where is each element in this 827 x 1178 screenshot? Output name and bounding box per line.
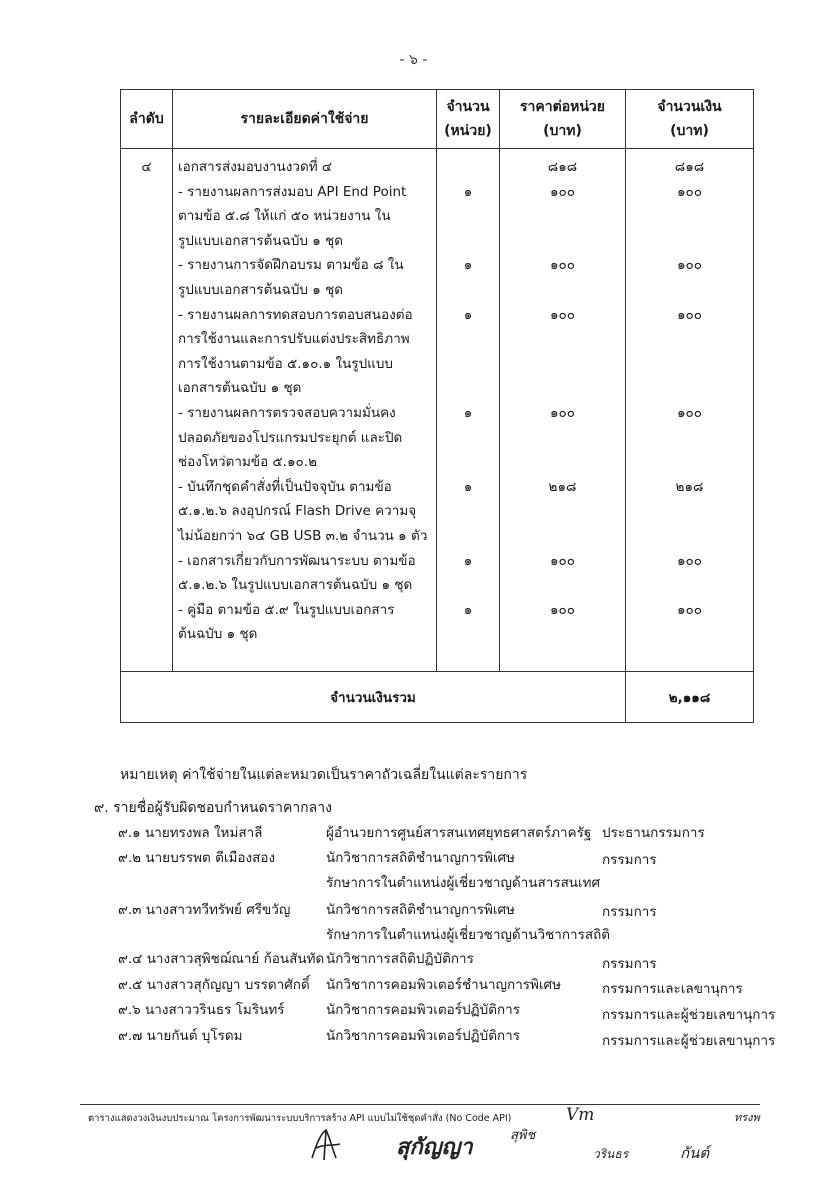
member-position: นักวิชาการคอมพิวเตอร์ปฏิบัติการ — [326, 1002, 520, 1018]
member-name: ๙.๖ นางสาววรินธร โมรินทร์ — [118, 1002, 285, 1018]
member-position: นักวิชาการสถิติปฏิบัติการ — [326, 951, 474, 967]
signature: สุพิช — [510, 1128, 536, 1143]
item-amount: ๑๐๐ — [626, 549, 754, 598]
item-unit-price: ๑๐๐ — [500, 549, 626, 598]
item-amount: ๑๐๐ — [626, 598, 754, 647]
signature: Vm — [566, 1105, 595, 1125]
group-title: เอกสารส่งมอบงานงวดที่ ๔ — [173, 149, 437, 180]
member-position: นักวิชาการคอมพิวเตอร์ปฏิบัติการ — [326, 1028, 520, 1044]
table-row — [121, 598, 754, 647]
item-qty: ๑ — [437, 598, 500, 647]
item-unit-price: ๑๐๐ — [500, 253, 626, 302]
signature: สุกัญญา — [396, 1134, 473, 1160]
table-row — [121, 303, 754, 401]
member-name: ๙.๑ นายทรงพล ใหม่สาลี — [118, 825, 263, 841]
page-number: - ๖ - — [399, 52, 428, 68]
member-name: ๙.๒ นายบรรพต ตีเมืองสอง — [118, 850, 276, 866]
item-qty: ๑ — [437, 253, 500, 302]
member-position: นักวิชาการคอมพิวเตอร์ชำนาญการพิเศษ — [326, 977, 562, 993]
signature: กันต์ — [680, 1144, 710, 1162]
total-value: ๒,๑๑๘ — [626, 671, 754, 722]
item-qty: ๑ — [437, 475, 500, 549]
member-name: ๙.๕ นางสาวสุกัญญา บรรดาศักดิ์ — [118, 977, 310, 993]
member-position: ผู้อำนวยการศูนย์สารสนเทศยุทธศาสตร์ภาครัฐ — [326, 825, 592, 841]
member-role: กรรมการและเลขานุการ — [602, 981, 743, 997]
footer-divider — [80, 1104, 760, 1105]
member-role: กรรมการและผู้ช่วยเลขานุการ — [602, 1033, 776, 1049]
table-row — [121, 180, 754, 254]
item-detail: - รายงานผลการทดสอบการตอบสนองต่อ การใช้งานและการปรับแต่งประสิทธิภาพ การใช้งานตามข้อ ๕.๑๐.๑ ในรูปแบบ เอกสารต้นฉบับ ๑ ชุด — [173, 303, 437, 401]
item-unit-price: ๑๐๐ — [500, 303, 626, 401]
group-no: ๔ — [121, 149, 173, 180]
item-qty: ๑ — [437, 180, 500, 254]
group-row — [121, 149, 754, 180]
member-role: กรรมการ — [602, 956, 657, 972]
total-row — [121, 671, 754, 722]
page-initial: ทรงพ — [734, 1111, 760, 1124]
member-position-acting: รักษาการในตำแหน่งผู้เชี่ยวชาญด้านวิชาการสถิติ — [326, 927, 611, 943]
item-amount: ๑๐๐ — [626, 303, 754, 401]
header-qty: จำนวน (หน่วย) — [437, 90, 500, 149]
item-unit-price: ๑๐๐ — [500, 401, 626, 475]
item-amount: ๑๐๐ — [626, 401, 754, 475]
remark: หมายเหตุ ค่าใช้จ่ายในแต่ละหมวดเป็นราคาถัวเฉลี่ยในแต่ละรายการ — [120, 767, 528, 783]
group-unit-price: ๘๑๘ — [500, 149, 626, 180]
total-label: จำนวนเงินรวม — [121, 671, 626, 722]
member-position: นักวิชาการสถิติชำนาญการพิเศษ — [326, 902, 515, 918]
item-amount: ๒๑๘ — [626, 475, 754, 549]
member-name: ๙.๗ นายกันต์ บุโรดม — [118, 1028, 243, 1044]
item-unit-price: ๑๐๐ — [500, 180, 626, 254]
table-row — [121, 475, 754, 549]
table-row — [121, 549, 754, 598]
item-amount: ๑๐๐ — [626, 253, 754, 302]
member-position-acting: รักษาการในตำแหน่งผู้เชี่ยวชาญด้านสารสนเทศ — [326, 875, 601, 891]
item-qty: ๑ — [437, 549, 500, 598]
item-detail: - รายงานการจัดฝึกอบรม ตามข้อ ๘ ใน รูปแบบเอกสารต้นฉบับ ๑ ชุด — [173, 253, 437, 302]
member-role: กรรมการ — [602, 904, 657, 920]
item-detail: - รายงานผลการตรวจสอบความมั่นคง ปลอดภัยของโปรแกรมประยุกต์ และปิด ช่องโหว่ตามข้อ ๕.๑๐.๒ — [173, 401, 437, 475]
footer-text: ตารางแสดงวงเงินงบประมาณ โครงการพัฒนาระบบบริการสร้าง API แบบไม่ใช้ชุดคำสั่ง (No Code API) — [88, 1113, 512, 1124]
header-unit-price: ราคาต่อหน่วย (บาท) — [500, 90, 626, 149]
member-position: นักวิชาการสถิติชำนาญการพิเศษ — [326, 850, 515, 866]
item-unit-price: ๒๑๘ — [500, 475, 626, 549]
item-amount: ๑๐๐ — [626, 180, 754, 254]
item-detail: - เอกสารเกี่ยวกับการพัฒนาระบบ ตามข้อ ๕.๑.๒.๖ ในรูปแบบเอกสารต้นฉบับ ๑ ชุด — [173, 549, 437, 598]
table-header-row — [121, 90, 754, 149]
member-role: ประธานกรรมการ — [602, 825, 705, 841]
table-row — [121, 401, 754, 475]
header-detail: รายละเอียดค่าใช้จ่าย — [173, 90, 437, 149]
committee-heading: ๙. รายชื่อผู้รับผิดชอบกำหนดราคากลาง — [94, 800, 332, 816]
signature: วรินธร — [593, 1147, 629, 1161]
member-role: กรรมการและผู้ช่วยเลขานุการ — [602, 1007, 776, 1023]
item-qty: ๑ — [437, 303, 500, 401]
item-detail: - รายงานผลการส่งมอบ API End Point ตามข้อ ๕.๘ ให้แก่ ๕๐ หน่วยงาน ใน รูปแบบเอกสารต้นฉบับ ๑ ชุด — [173, 180, 437, 254]
member-name: ๙.๓ นางสาวทวีทรัพย์ ศรีขวัญ — [118, 902, 291, 918]
member-role: กรรมการ — [602, 852, 657, 868]
member-name: ๙.๔ นางสาวสุพิชฌ์ณาย์ ก้อนสันทัด — [118, 951, 325, 967]
cost-table — [120, 89, 754, 723]
table-row — [121, 253, 754, 302]
item-detail: - บันทึกชุดคำสั่งที่เป็นปัจจุบัน ตามข้อ ๕.๑.๒.๖ ลงอุปกรณ์ Flash Drive ความจุ ไม่น้อยกว่า ๖๔ GB USB ๓.๒ จำนวน ๑ ตัว — [173, 475, 437, 549]
item-qty: ๑ — [437, 401, 500, 475]
header-no: ลำดับ — [121, 90, 173, 149]
group-amount: ๘๑๘ — [626, 149, 754, 180]
item-detail: - คู่มือ ตามข้อ ๕.๙ ในรูปแบบเอกสาร ต้นฉบับ ๑ ชุด — [173, 598, 437, 647]
item-unit-price: ๑๐๐ — [500, 598, 626, 647]
header-amount: จำนวนเงิน (บาท) — [626, 90, 754, 149]
signature-mark-icon — [306, 1124, 346, 1164]
